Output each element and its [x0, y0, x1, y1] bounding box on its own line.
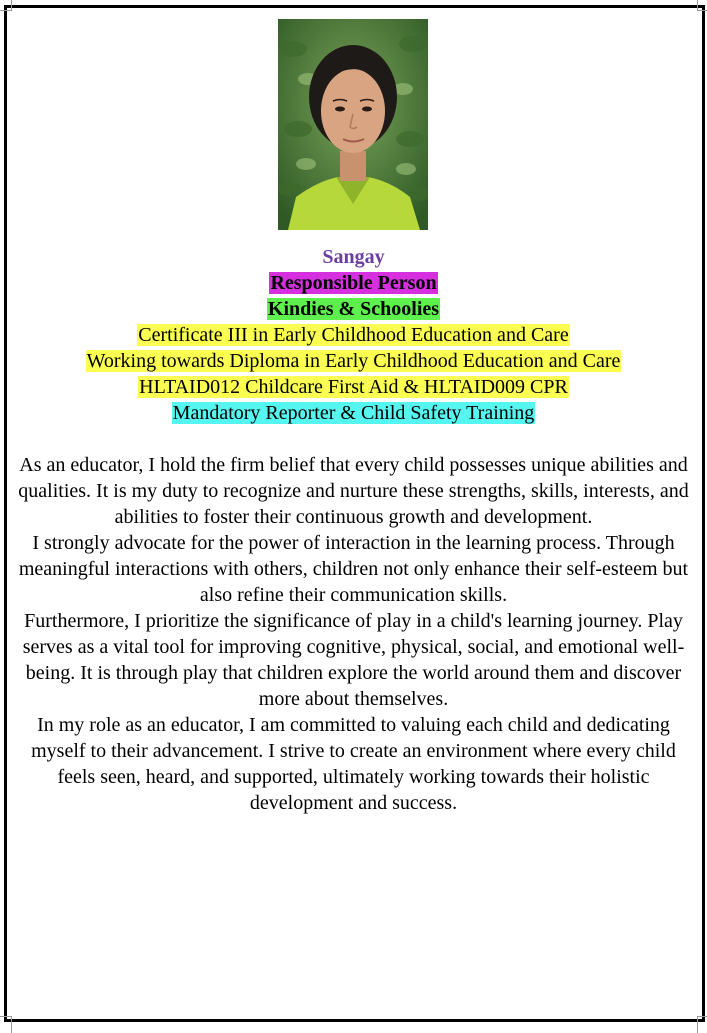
qualification-line	[0, 374, 707, 400]
qualification-line	[0, 322, 707, 348]
bio-text	[14, 452, 693, 816]
role-badge: Responsible Person	[270, 272, 437, 294]
bio-paragraph: In my role as an educator, I am committed to valuing each child and dedicating myself to their advancement. I strive to create an environment where every child feels seen, heard, and supported, ultimately working towards their holistic development and success.	[31, 714, 676, 814]
bio-paragraph: As an educator, I hold the firm belief that every child possesses unique abilities and qualities. It is my duty to recognize and nurture these strengths, skills, interests, and abilities to foster their continuous growth and development.	[18, 454, 689, 528]
portrait-photo	[278, 19, 428, 230]
qualification-item: Working towards Diploma in Early Childhood Education and Care	[86, 350, 621, 372]
name-line	[0, 244, 707, 270]
qualification-line	[0, 348, 707, 374]
educator-name: Sangay	[322, 246, 385, 268]
role-line	[0, 270, 707, 296]
training-item: Mandatory Reporter & Child Safety Training	[172, 402, 535, 424]
profile-header	[0, 244, 707, 426]
crop-mark-bottom-left	[0, 1016, 12, 1033]
qualification-item: HLTAID012 Childcare First Aid & HLTAID009 CPR	[139, 376, 568, 398]
crop-mark-bottom-right	[697, 1016, 707, 1033]
program-line	[0, 296, 707, 322]
portrait-photo-icon	[278, 19, 428, 230]
program-badge: Kindies & Schoolies	[267, 298, 440, 320]
training-line	[0, 400, 707, 426]
bio-paragraph: Furthermore, I prioritize the significance of play in a child's learning journey. Play serves as a vital tool for improving cognitive, physical, social, and emotional well-being. It is through play that children explore the world around them and discover more about themselves.	[22, 610, 685, 710]
qualification-item: Certificate III in Early Childhood Education and Care	[138, 324, 569, 346]
crop-mark-top-right	[697, 0, 707, 11]
crop-mark-top-left	[0, 0, 12, 11]
bio-paragraph: I strongly advocate for the power of interaction in the learning process. Through meaningful interactions with others, children not only enhance their self-esteem but also refine their communication skills.	[18, 532, 689, 606]
